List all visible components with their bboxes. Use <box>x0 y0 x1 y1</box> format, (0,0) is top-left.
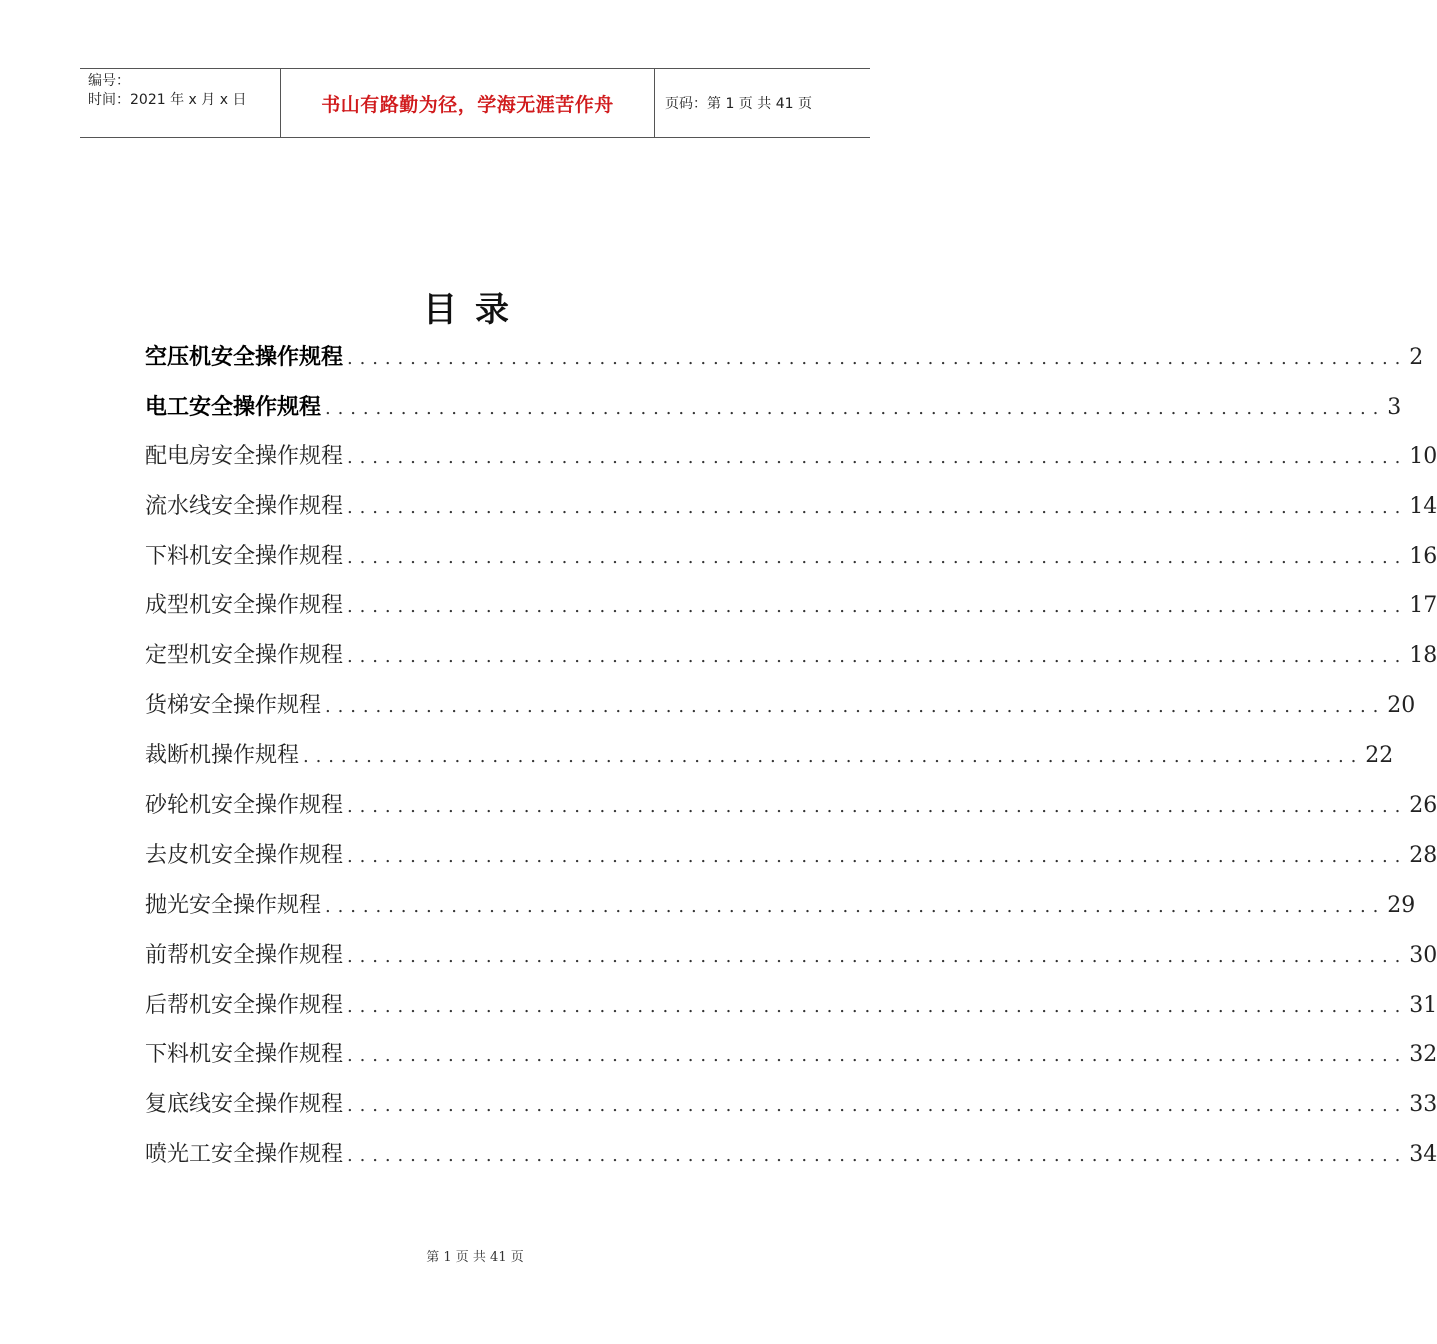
toc-entry[interactable] <box>145 733 1394 783</box>
toc-leader-dots: .................................................................................... <box>347 348 1408 369</box>
toc-entry-title: 定型机安全操作规程 <box>145 643 344 669</box>
toc-entry-page-number: 3 <box>1387 394 1402 420</box>
page-footer: 第 1 页 共 41 页 <box>426 1250 524 1265</box>
toc-entry-page-number: 30 <box>1409 942 1437 968</box>
toc-entry[interactable] <box>145 434 1437 484</box>
toc-entry[interactable] <box>145 683 1416 733</box>
toc-entry-title: 去皮机安全操作规程 <box>145 842 344 868</box>
page-header <box>80 68 870 138</box>
toc-entry-title: 货梯安全操作规程 <box>145 693 322 719</box>
document-date-label: 时间：2021 年 x 月 x 日 <box>88 92 247 108</box>
toc-entry-title: 前帮机安全操作规程 <box>145 942 344 968</box>
toc-entry-title: 裁断机操作规程 <box>145 743 300 769</box>
toc-entry-title: 复底线安全操作规程 <box>145 1092 344 1118</box>
document-number-label: 编号： <box>88 73 130 89</box>
toc-entry-page-number: 22 <box>1365 743 1394 769</box>
toc-entry-page-number: 16 <box>1409 543 1437 569</box>
toc-leader-dots: .................................................................................... <box>347 646 1408 668</box>
toc-entry[interactable] <box>145 833 1437 883</box>
toc-leader-dots: .................................................................................... <box>347 1045 1408 1067</box>
toc-entry-page-number: 18 <box>1409 643 1437 669</box>
toc-entry-page-number: 31 <box>1409 992 1437 1018</box>
toc-entry[interactable] <box>145 1082 1437 1132</box>
toc-entry-page-number: 32 <box>1409 1042 1437 1068</box>
toc-entry-page-number: 2 <box>1409 345 1424 370</box>
toc-entry-title: 下料机安全操作规程 <box>145 1042 344 1068</box>
toc-entry-title: 成型机安全操作规程 <box>145 593 344 619</box>
toc-entry[interactable] <box>145 983 1437 1033</box>
toc-leader-dots: .................................................................................... <box>325 895 1386 917</box>
toc-entry[interactable] <box>145 334 1424 384</box>
toc-entry-title: 抛光安全操作规程 <box>145 892 322 918</box>
toc-leader-dots: .................................................................................... <box>347 796 1408 818</box>
header-motto: 书山有路勤为径，学海无涯苦作舟 <box>280 69 655 137</box>
toc-leader-dots: .................................................................................... <box>347 596 1408 618</box>
toc-leader-dots: .................................................................................... <box>325 696 1386 718</box>
toc-leader-dots: .................................................................................... <box>325 397 1386 419</box>
toc-entry-title: 电工安全操作规程 <box>145 393 322 420</box>
toc-entry-title: 后帮机安全操作规程 <box>145 992 344 1018</box>
toc-entry-page-number: 20 <box>1387 693 1416 719</box>
toc-entry[interactable] <box>145 783 1437 833</box>
toc-entry[interactable] <box>145 1132 1437 1182</box>
table-of-contents <box>145 334 1437 1182</box>
toc-entry-page-number: 10 <box>1409 443 1437 469</box>
toc-entry[interactable] <box>145 583 1437 633</box>
toc-leader-dots: .................................................................................... <box>347 446 1408 468</box>
toc-entry-page-number: 28 <box>1409 842 1437 868</box>
toc-leader-dots: .................................................................................... <box>347 1095 1408 1117</box>
toc-entry[interactable] <box>145 484 1437 534</box>
toc-entry-page-number: 34 <box>1409 1142 1437 1168</box>
toc-entry-title: 空压机安全操作规程 <box>145 344 344 370</box>
toc-entry[interactable] <box>145 1032 1437 1082</box>
toc-leader-dots: .................................................................................... <box>347 945 1408 967</box>
toc-entry[interactable] <box>145 633 1437 683</box>
toc-leader-dots: .................................................................................... <box>303 746 1364 768</box>
toc-entry-page-number: 26 <box>1409 793 1437 819</box>
toc-leader-dots: .................................................................................... <box>347 995 1408 1017</box>
toc-entry-title: 流水线安全操作规程 <box>145 493 344 519</box>
toc-entry-title: 砂轮机安全操作规程 <box>145 793 344 819</box>
toc-entry-title: 喷光工安全操作规程 <box>145 1142 344 1168</box>
toc-entry-page-number: 29 <box>1387 892 1416 918</box>
toc-leader-dots: .................................................................................... <box>347 845 1408 867</box>
toc-leader-dots: .................................................................................... <box>347 1145 1408 1167</box>
toc-entry-page-number: 33 <box>1409 1092 1437 1118</box>
toc-entry[interactable] <box>145 883 1416 933</box>
toc-leader-dots: .................................................................................... <box>347 546 1408 568</box>
header-meta <box>80 69 280 137</box>
toc-title: 目录 <box>423 290 527 330</box>
toc-entry[interactable] <box>145 384 1402 434</box>
toc-entry-page-number: 17 <box>1409 593 1437 619</box>
toc-entry-page-number: 14 <box>1409 493 1437 519</box>
toc-entry-title: 配电房安全操作规程 <box>145 443 344 469</box>
toc-entry[interactable] <box>145 534 1437 584</box>
toc-entry-title: 下料机安全操作规程 <box>145 543 344 569</box>
toc-leader-dots: .................................................................................... <box>347 496 1408 518</box>
toc-entry[interactable] <box>145 933 1437 983</box>
header-page-info: 页码：第 1 页 共 41 页 <box>665 96 812 112</box>
